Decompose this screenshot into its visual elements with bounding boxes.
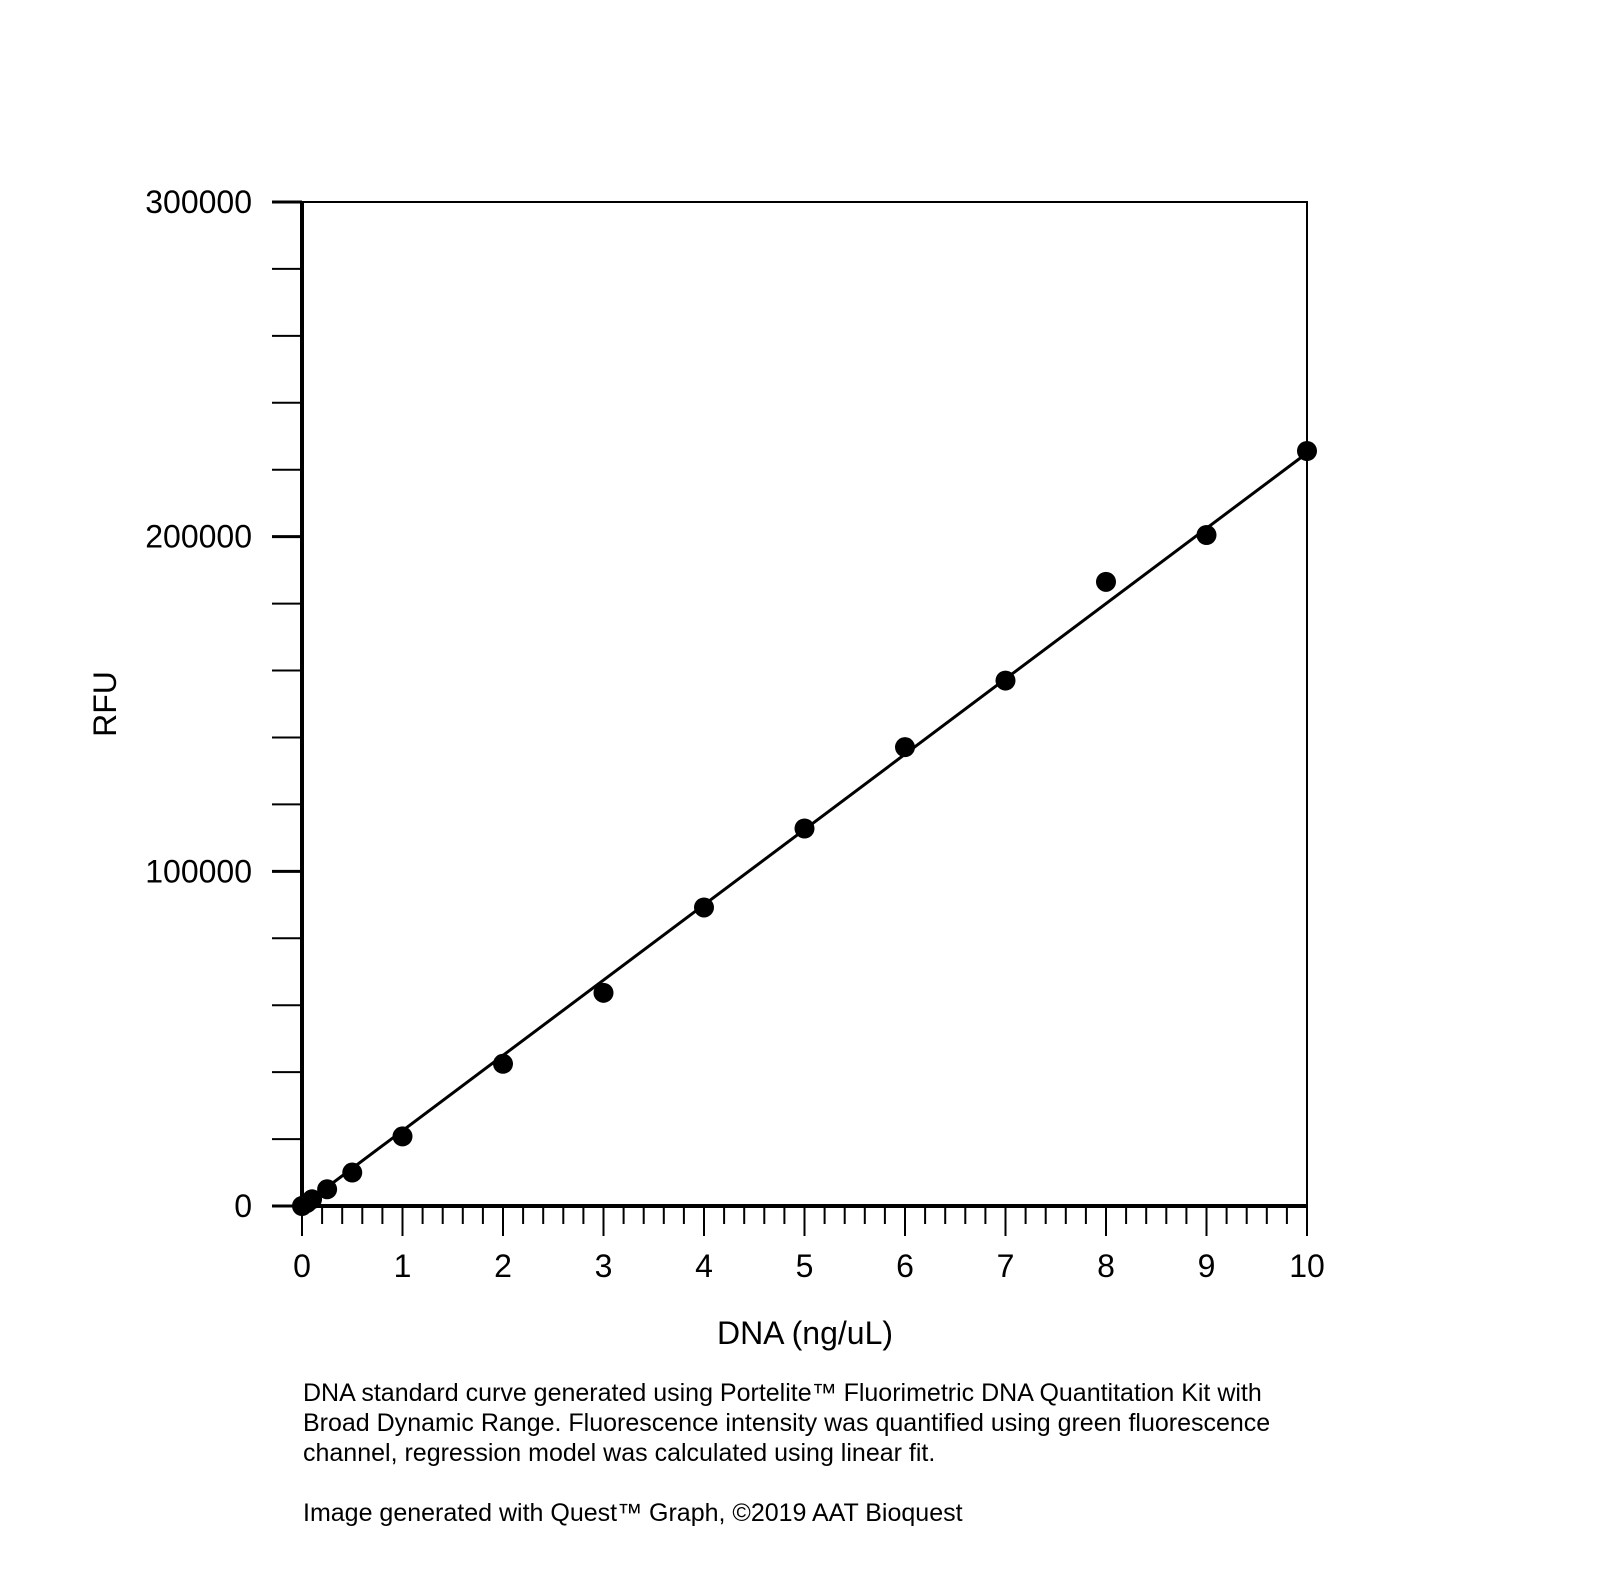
- caption-credit: Image generated with Quest™ Graph, ©2019 AAT Bioquest: [303, 1499, 963, 1527]
- data-point: [342, 1163, 362, 1183]
- data-point: [1197, 525, 1217, 545]
- data-point: [1096, 572, 1116, 592]
- x-tick-label: 8: [1097, 1248, 1115, 1284]
- x-tick-label: 4: [695, 1248, 713, 1284]
- y-axis-title: RFU: [87, 671, 123, 737]
- y-tick-label: 200000: [145, 518, 252, 555]
- x-tick-label: 6: [896, 1248, 914, 1284]
- data-point: [1297, 441, 1317, 461]
- y-axis-ticks: [145, 184, 302, 1224]
- data-point: [895, 737, 915, 757]
- plot-frame: [302, 202, 1307, 1206]
- data-point: [795, 818, 815, 838]
- x-tick-label: 7: [996, 1248, 1015, 1284]
- x-tick-label: 3: [594, 1248, 613, 1284]
- data-point: [393, 1126, 413, 1146]
- x-tick-label: 9: [1197, 1248, 1216, 1284]
- y-tick-label: 100000: [145, 853, 252, 890]
- data-point: [594, 983, 614, 1003]
- y-tick-label: 300000: [145, 184, 252, 220]
- x-axis-ticks: [293, 1206, 1325, 1284]
- data-point: [317, 1179, 337, 1199]
- data-point: [694, 897, 714, 917]
- x-tick-label: 1: [393, 1248, 412, 1284]
- x-tick-label: 10: [1289, 1248, 1325, 1284]
- data-point: [493, 1054, 513, 1074]
- data-point: [996, 671, 1016, 691]
- x-tick-label: 2: [494, 1248, 512, 1284]
- x-axis-title: DNA (ng/uL): [716, 1315, 894, 1351]
- x-tick-label: 5: [795, 1248, 814, 1284]
- y-tick-label: 0: [234, 1188, 252, 1224]
- caption-description: DNA standard curve generated using Portelite™ Fluorimetric DNA Quantitation Kit with Broad Dynamic Range. Fluorescence intensity was quantified using green fluorescence channel, regression model was calculated using linear fit.: [303, 1379, 1271, 1467]
- figure-caption: [303, 1378, 1323, 1528]
- x-tick-label: 0: [293, 1248, 311, 1284]
